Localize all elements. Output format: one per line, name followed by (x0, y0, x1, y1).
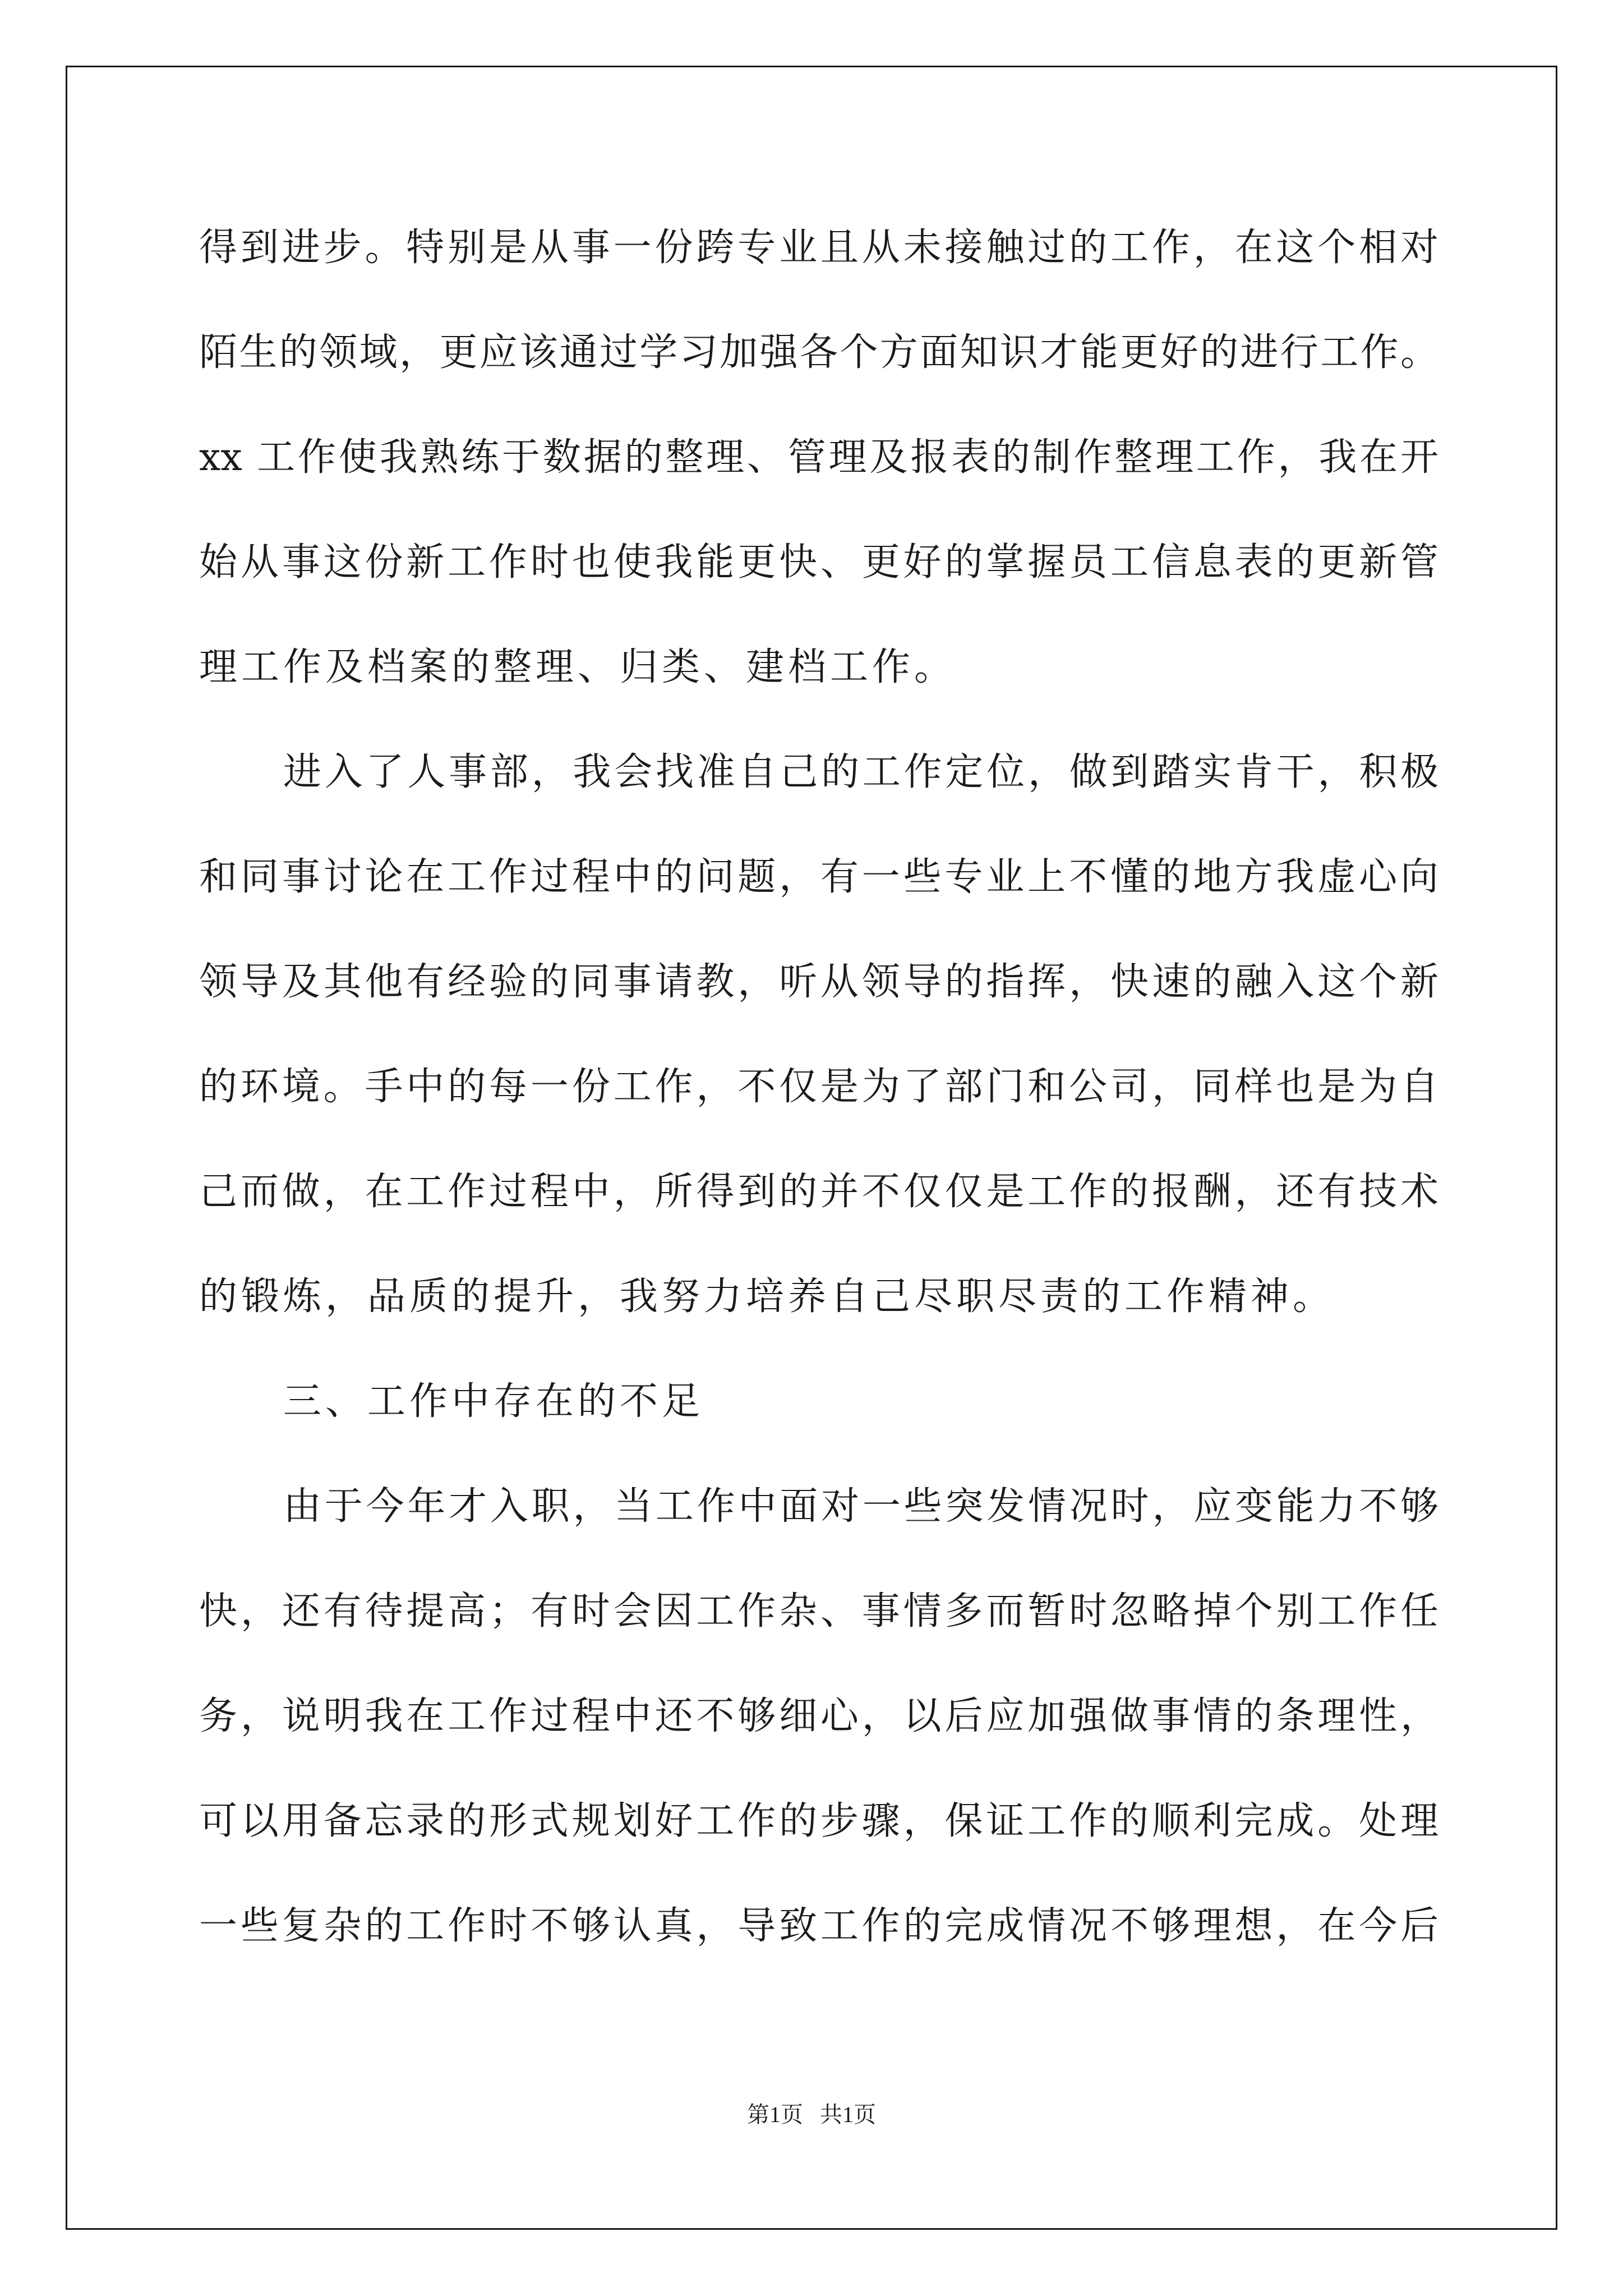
text-line: 和同事讨论在工作过程中的问题，有一些专业上不懂的地方我虚心向 (199, 855, 1438, 899)
document-body (199, 222, 1438, 2005)
text-line: 一些复杂的工作时不够认真，导致工作的完成情况不够理想，在今后 (199, 1904, 1438, 1948)
text-line: 始从事这份新工作时也使我能更快、更好的掌握员工信息表的更新管 (199, 540, 1438, 585)
text-line: 理工作及档案的整理、归类、建档工作。 (199, 645, 957, 689)
text-line: 陌生的领域，更应该通过学习加强各个方面知识才能更好的进行工作。 (199, 330, 1438, 375)
text-line: 领导及其他有经验的同事请教，听从领导的指挥，快速的融入这个新 (199, 960, 1438, 1004)
text-line: 务，说明我在工作过程中还不够细心，以后应加强做事情的条理性， (199, 1694, 1438, 1738)
text-line: 得到进步。特别是从事一份跨专业且从未接触过的工作，在这个相对 (199, 226, 1438, 270)
text-line: xx 工作使我熟练于数据的整理、管理及报表的制作整理工作，我在开 (199, 435, 1438, 480)
text-line: 快，还有待提高；有时会因工作杂、事情多而暂时忽略掉个别工作任 (199, 1589, 1438, 1634)
text-line: 由于今年才入职，当工作中面对一些突发情况时，应变能力不够 (283, 1484, 1438, 1529)
section-heading: 三、工作中存在的不足 (283, 1379, 704, 1424)
text-line: 可以用备忘录的形式规划好工作的步骤，保证工作的顺利完成。处理 (199, 1799, 1438, 1843)
text-line: 的锻炼，品质的提升，我努力培养自己尽职尽责的工作精神。 (199, 1274, 1335, 1319)
text-line: 的环境。手中的每一份工作，不仅是为了部门和公司，同样也是为自 (199, 1065, 1438, 1109)
text-line: 己而做，在工作过程中，所得到的并不仅仅是工作的报酬，还有技术 (199, 1170, 1438, 1214)
text-line: 进入了人事部，我会找准自己的工作定位，做到踏实肯干，积极 (283, 750, 1438, 794)
page-footer: 第1页 共1页 (747, 2102, 876, 2127)
